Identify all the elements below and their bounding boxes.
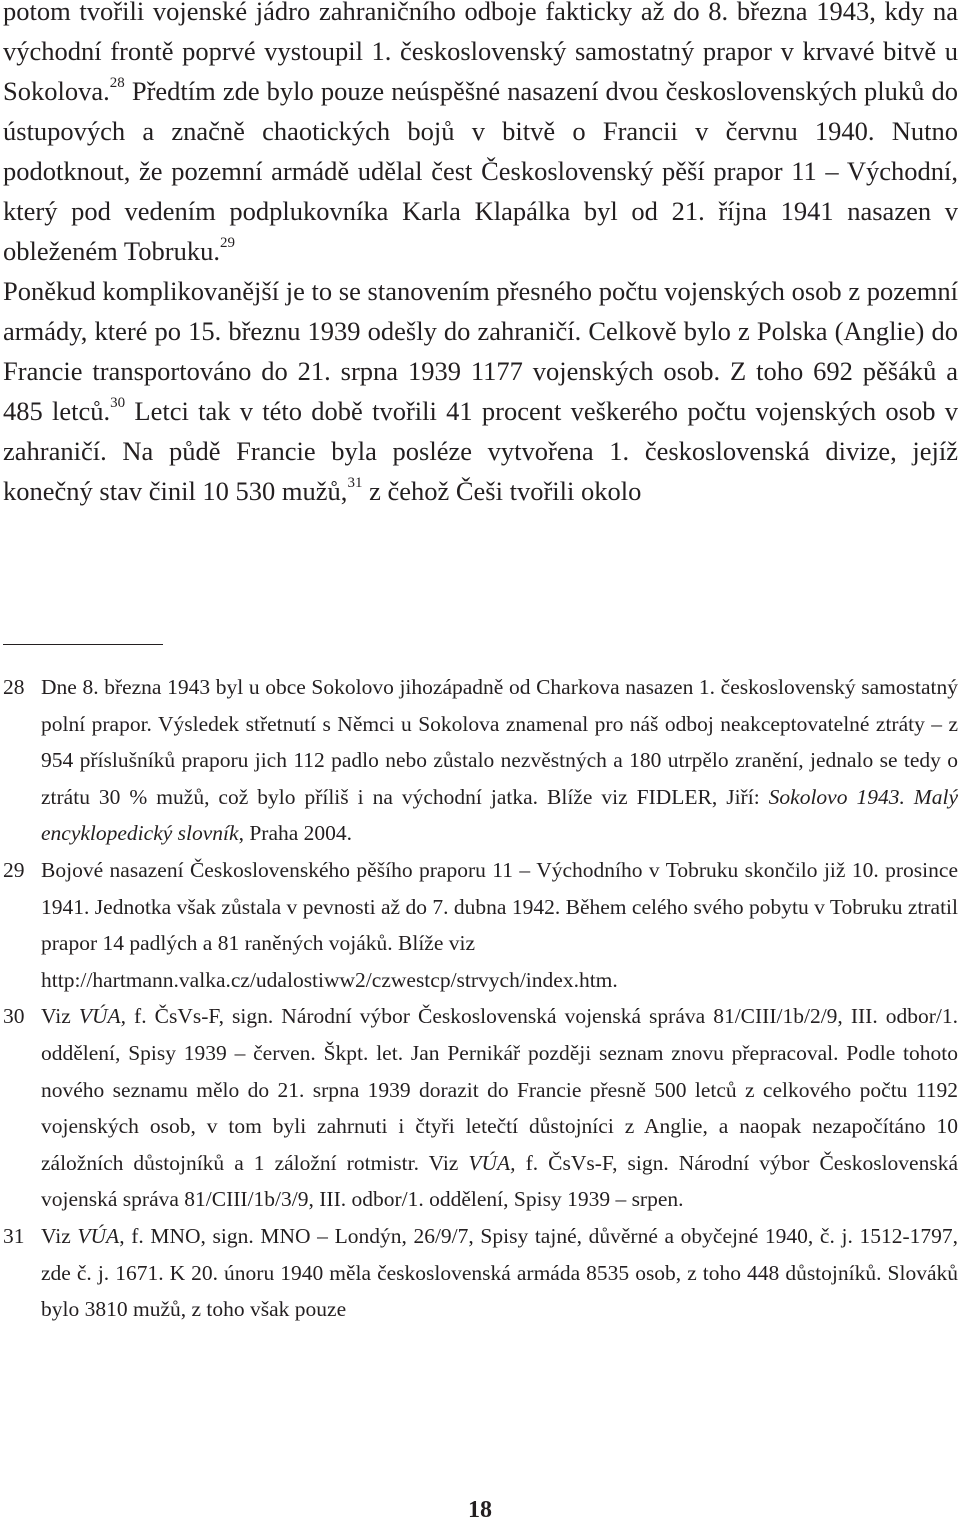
footnote-number: 28 bbox=[3, 675, 25, 699]
footnote-text: , f. MNO, sign. MNO – Londýn, 26/9/7, Spisy tajné, důvěrné a obyčejné 1940, č. j. 1512-1797, zde č. j. 1671. K 20. únoru 1940 měla československá armáda 8535 osob, z toho 448 důstojníků. Slováků bylo 3810 mužů, z toho však pouze bbox=[41, 1223, 958, 1322]
footnote-text: Bojové nasazení Československého pěšího praporu 11 – Východního v Tobruku skončilo již 10. prosince 1941. Jednotka však zůstala v pevnosti až do 7. dubna 1942. Během celého svého pobytu v Tobruku ztratil prapor 14 padlých a 81 raněných vojáků. Blíže viz bbox=[41, 857, 958, 956]
footnote-italic: VÚA, bbox=[78, 1004, 126, 1029]
paragraph-text: potom tvořili vojenské jádro zahraničního odboje fakticky až do 8. března 1943, kdy na východní frontě poprvé vystoupil 1. československý samostatný prapor v krvavé bitvě u Sokolova. bbox=[3, 0, 958, 106]
footnote bbox=[3, 1218, 958, 1328]
footnote-ref: 30 bbox=[110, 395, 126, 412]
footnote bbox=[3, 669, 958, 852]
footnote-number: 29 bbox=[3, 857, 25, 882]
footnote-italic: VÚA bbox=[77, 1223, 120, 1248]
body-text bbox=[3, 0, 958, 511]
paragraph bbox=[3, 0, 958, 271]
footnote-text: , Praha 2004. bbox=[238, 821, 353, 846]
footnote bbox=[3, 998, 958, 1218]
paragraph-text: Předtím zde bylo pouze neúspěšné nasazení dvou československých pluků do ústupových a značně chaotických bojů v bitvě o Francii v červnu 1940. Nutno podotknout, že pozemní armádě udělal čest Československý pěší prapor 11 – Východní, který pod vedením podplukovníka Karla Klapálka byl od 21. října 1941 nasazen v obleženém Tobruku. bbox=[3, 76, 958, 266]
document-page bbox=[3, 0, 959, 1322]
paragraph bbox=[3, 271, 958, 511]
footnote-separator bbox=[3, 644, 163, 645]
footnote-ref: 29 bbox=[219, 235, 235, 252]
footnote-italic: Sokolovo 1943. Malý encyklopedický slovník bbox=[41, 784, 958, 846]
footnote-number: 30 bbox=[3, 1004, 25, 1029]
footnote-italic: VÚA, bbox=[468, 1150, 516, 1175]
page-number: 18 bbox=[468, 1497, 492, 1523]
footnote-text: Viz bbox=[41, 1004, 79, 1029]
footnote-url: http://hartmann.valka.cz/udalostiww2/czwestcp/strvych/index.htm. bbox=[41, 967, 618, 992]
paragraph-text: Letci tak v této době tvořili 41 procent veškerého počtu vojenských osob v zahraničí. Na půdě Francie byla posléze vytvořena 1. československá divize, jejíž konečný stav činil 10 530 mužů, bbox=[3, 396, 959, 506]
footnote-text: f. ČsVs-F, sign. Národní výbor Československá vojenská správa 81/CIII/1b/2/9, III. odbor/1. oddělení, Spisy 1939 – červen. Škpt. let. Jan Pernikář později seznam znovu přepracoval. Podle tohoto nového seznamu mělo do 21. srpna 1939 dorazit do Francie přesně 500 letců z celkového počtu 1192 vojenských osob, v tom byli zahrnuti i čtyři letečtí důstojníci z Anglie, a naopak nezapočítáno 10 záložních důstojníků a 1 záložní rotmistr. Viz bbox=[41, 1004, 958, 1175]
footnote-ref: 31 bbox=[347, 475, 363, 492]
footnotes bbox=[3, 669, 958, 1328]
footnote-ref: 28 bbox=[109, 75, 125, 92]
footnote bbox=[3, 852, 958, 998]
footnote-text: Viz bbox=[41, 1223, 78, 1248]
footnote-text: Dne 8. března 1943 byl u obce Sokolovo jihozápadně od Charkova nasazen 1. československý samostatný polní prapor. Výsledek střetnutí s Němci u Sokolova znamenal pro náš odboj neakceptovatelné ztráty – z 954 příslušníků praporu jich 112 padlo nebo zůstalo nezvěstných a 180 utrpělo zranění, jednalo se tedy o ztrátu 30 % mužů, což bylo příliš i na východní jatka. Blíže viz FIDLER, Jiří: bbox=[41, 675, 958, 809]
footnote-text: f. ČsVs-F, sign. Národní výbor Československá vojenská správa 81/CIII/1b/3/9, III. odbor/1. oddělení, Spisy 1939 – srpen. bbox=[41, 1150, 959, 1212]
footnote-number: 31 bbox=[3, 1223, 25, 1248]
paragraph-text: Poněkud komplikovanější je to se stanovením přesného počtu vojenských osob z pozemní armády, které po 15. březnu 1939 odešly do zahraničí. Celkově bylo z Polska (Anglie) do Francie transportováno do 21. srpna 1939 1177 vojenských osob. Z toho 692 pěšáků a 485 letců. bbox=[3, 276, 958, 426]
paragraph-text: z čehož Češi tvořili okolo bbox=[362, 476, 642, 506]
